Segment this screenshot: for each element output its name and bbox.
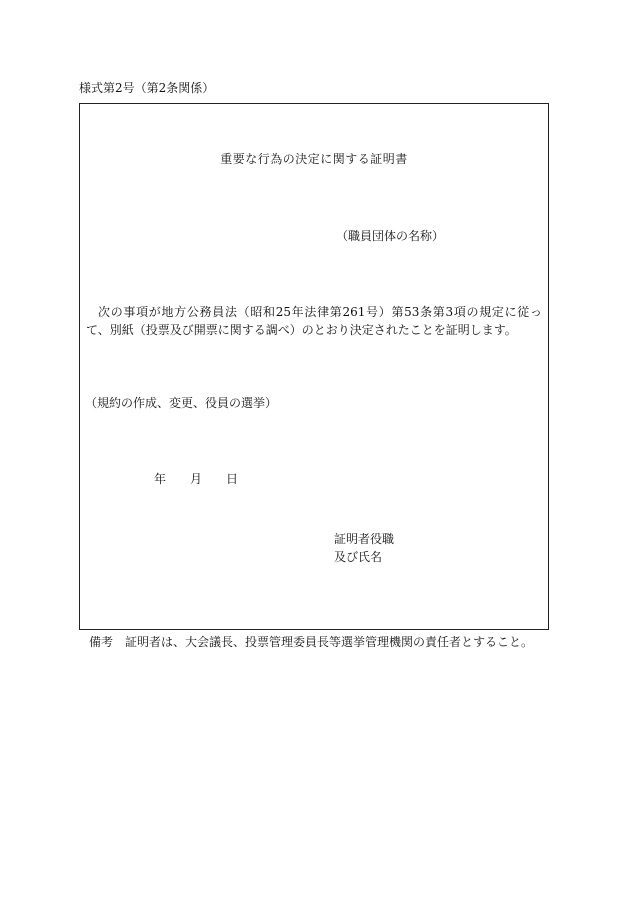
certifier-position-label: 証明者役職 [334, 532, 395, 546]
certificate-body-text: 次の事項が地方公務員法（昭和25年法律第261号）第53条第3項の規定に従って、別紙（投票及び開票に関する調べ）のとおり決定されたことを証明します。 [86, 305, 542, 337]
certificate-form-box [79, 103, 549, 630]
form-number: 様式第2号（第2条関係） [79, 81, 215, 95]
organization-name-label: （職員団体の名称） [336, 229, 445, 243]
certifier-name-label: 及び氏名 [334, 550, 383, 564]
date-year-label: 年 [154, 472, 167, 486]
decision-subject: （規約の作成、変更、役員の選挙） [85, 396, 278, 410]
remarks-text: 証明者は、大会議長、投票管理委員長等選挙管理機関の責任者とすること。 [125, 635, 534, 649]
date-line [154, 470, 238, 488]
remarks-label: 備考 [89, 635, 114, 649]
date-month-label: 月 [190, 472, 203, 486]
remarks-note [89, 633, 533, 651]
certificate-title: 重要な行為の決定に関する証明書 [220, 152, 408, 166]
certifier-block [334, 530, 394, 566]
date-day-label: 日 [226, 472, 239, 486]
